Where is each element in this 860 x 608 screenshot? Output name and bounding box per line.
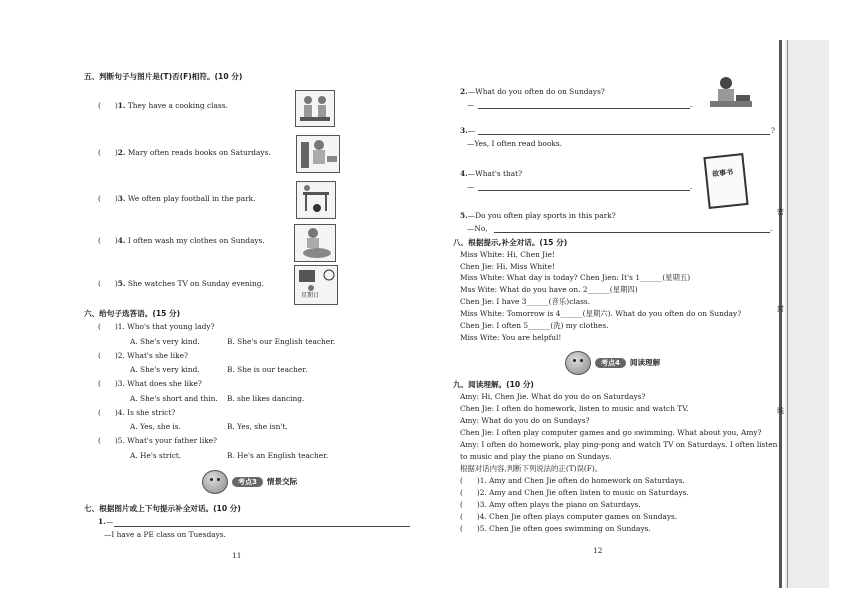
s8-line-1: Miss White: Hi, Chen Jie!: [460, 250, 555, 259]
s9-dialog-1: Amy: Hi, Chen Jie. What do you do on Saturdays?: [460, 392, 646, 401]
s7-q2-line2: —: [467, 100, 475, 109]
football-picture: [296, 181, 336, 219]
page-number-left: 11: [232, 551, 242, 560]
s6-a5[interactable]: A. He's strict.: [130, 451, 182, 460]
s6-b5[interactable]: B. He's an English teacher.: [227, 451, 329, 460]
item-number: 4.: [117, 236, 126, 245]
s7-q3-line1: 3.—: [460, 126, 476, 135]
s7-q2-line1: 2.—What do you often do on Sundays?: [460, 87, 605, 96]
section-8-title: 八、根据提示,补全对话。(15 分): [453, 238, 568, 247]
bracket-open[interactable]: (: [98, 279, 101, 288]
section-badge-3: [202, 470, 297, 494]
washing-clothes-picture: [294, 224, 336, 262]
answer-line[interactable]: [478, 108, 690, 109]
period: .: [690, 100, 693, 109]
smiley-icon: [565, 351, 591, 375]
s9-item-5[interactable]: ( )5. Chen Jie often goes swimming on Sundays.: [460, 524, 651, 533]
answer-line[interactable]: [478, 134, 770, 135]
item-text: She watches TV on Sunday evening.: [127, 279, 264, 288]
storybook-label: 故事书: [711, 168, 734, 179]
s6-a3[interactable]: A. She's short and thin.: [130, 394, 218, 403]
binding-margin: [785, 40, 829, 588]
section-9-title: 九、阅读理解。(10 分): [453, 380, 534, 389]
bracket-open[interactable]: (: [98, 148, 101, 157]
answer-line[interactable]: [494, 232, 770, 233]
bracket-open[interactable]: (: [98, 101, 101, 110]
s5-item-3: [98, 195, 255, 204]
page-number-right: 12: [593, 546, 603, 555]
period: .: [770, 224, 773, 233]
item-number: 5.: [117, 279, 126, 288]
bracket-close: ): [114, 236, 118, 245]
s7-q1-answer: —I have a PE class on Tuesdays.: [104, 530, 226, 539]
item-number: 1.: [117, 101, 126, 110]
item-text: We often play football in the park.: [127, 194, 256, 203]
s5-item-5: [98, 280, 264, 289]
s9-item-2[interactable]: ( )2. Amy and Chen Jie often listen to music on Saturdays.: [460, 488, 689, 497]
sunday-label: 星期日: [301, 292, 320, 299]
cooking-class-picture: [295, 90, 335, 127]
s8-line-5[interactable]: Chen Jie: I have 3______(音乐)class.: [460, 297, 591, 306]
s6-a1[interactable]: A. She's very kind.: [130, 337, 200, 346]
s8-line-2: Chen Jie: Hi, Miss White!: [460, 262, 555, 271]
s5-item-1: [98, 102, 228, 111]
s8-line-6[interactable]: Miss White: Tomorrow is 4______(星期六). What do you often do on Sunday?: [460, 309, 742, 318]
binding-bar: [779, 40, 782, 588]
s6-q3: ( )3. What does she like?: [98, 379, 202, 388]
s8-line-4[interactable]: Mss Wite: What do you have on. 2______(星期四): [460, 285, 638, 294]
s6-q1: ( )1. Who's that young lady?: [98, 322, 215, 331]
s7-q3-line2: —Yes, I often read books.: [467, 139, 563, 148]
binding-line: [787, 40, 788, 588]
smiley-icon: [202, 470, 228, 494]
margin-label-feng: 封: [777, 305, 784, 313]
item-text: They have a cooking class.: [127, 101, 228, 110]
bracket-close: ): [114, 194, 118, 203]
bracket-close: ): [114, 279, 118, 288]
s6-q4: ( )4. Is she strict?: [98, 408, 176, 417]
storybook-picture: [703, 153, 748, 209]
item-number: 3.: [117, 194, 126, 203]
s6-a4[interactable]: A. Yes, she is.: [130, 422, 181, 431]
s9-dialog-2: Chen Jie: I often do homework, listen to music and watch TV.: [460, 404, 689, 413]
section-badge-4: [565, 351, 660, 375]
section-7-title: 七、根据图片或上下句提示补全对话。(10 分): [84, 504, 241, 513]
s6-b2[interactable]: B. She is our teacher.: [227, 365, 308, 374]
s7-q5-line1: 5.—Do you often play sports in this park?: [460, 211, 616, 220]
badge-pill: 考点4: [595, 358, 626, 368]
watching-tv-picture: [294, 265, 338, 305]
s8-line-3[interactable]: Miss White: What day is today? Chen Jien: It's 1______(星期五): [460, 273, 691, 282]
s6-a2[interactable]: A. She's very kind.: [130, 365, 200, 374]
badge-pill: 考点3: [232, 477, 263, 487]
s9-item-4[interactable]: ( )4. Chen Jie often plays computer games on Sundays.: [460, 512, 678, 521]
section-6-title: 六、给句子选答语。(15 分): [84, 309, 181, 318]
section-5-title: 五、判断句子与图片是(T)否(F)相符。(10 分): [84, 72, 243, 81]
item-number: 2.: [117, 148, 126, 157]
bracket-open[interactable]: (: [98, 194, 101, 203]
s6-b1[interactable]: B. She's our English teacher.: [227, 337, 336, 346]
item-text: Mary often reads books on Saturdays.: [127, 148, 271, 157]
bracket-open[interactable]: (: [98, 236, 101, 245]
s7-q4-line2: —: [467, 182, 475, 191]
s6-b3[interactable]: B. she likes dancing.: [227, 394, 305, 403]
s6-b4[interactable]: B. Yes, she isn't.: [227, 422, 288, 431]
question-mark: ?: [771, 126, 775, 135]
item-text: I often wash my clothes on Sundays.: [127, 236, 265, 245]
period: .: [690, 182, 693, 191]
s6-q5: ( )5. What's your father like?: [98, 436, 218, 445]
s9-item-3[interactable]: ( )3. Amy often plays the piano on Saturdays.: [460, 500, 641, 509]
answer-line[interactable]: [114, 526, 410, 527]
s9-instruction: 根据对话内容,判断下列说法的正(T)误(F)。: [460, 464, 603, 473]
s6-q2: ( )2. What's she like?: [98, 351, 188, 360]
s7-q5-line2: —No,: [467, 224, 488, 233]
badge-text: 阅读理解: [629, 358, 661, 368]
s9-dialog-6: to music and play the piano on Sundays.: [460, 452, 612, 461]
s7-q4-line1: 4.—What's that?: [460, 169, 523, 178]
s8-line-7[interactable]: Chen Jie: I often 5______(洗) my clothes.: [460, 321, 609, 330]
s8-line-8: Miss Wite: You are helpful!: [460, 333, 562, 342]
s5-item-4: [98, 237, 265, 246]
s9-dialog-3: Amy: What do you do on Sundays?: [460, 416, 590, 425]
reading-books-picture: [296, 135, 340, 173]
reading-girl-picture: [706, 73, 756, 115]
s9-item-1[interactable]: ( )1. Amy and Chen Jie often do homework on Saturdays.: [460, 476, 685, 485]
margin-label-mi: 密: [777, 208, 784, 216]
answer-line[interactable]: [478, 190, 690, 191]
s9-dialog-5: Amy: I often do homework, play ping-pong and watch TV on Saturdays. I often listen: [460, 440, 778, 449]
bracket-close: ): [114, 148, 118, 157]
s5-item-2: [98, 149, 271, 158]
s9-dialog-4: Chen Jie: I often play computer games and go swimming. What about you, Amy?: [460, 428, 762, 437]
bracket-close: ): [114, 101, 118, 110]
s7-q1: 1.—: [98, 517, 114, 526]
badge-text: 情景交际: [266, 477, 298, 487]
margin-label-xian: 线: [777, 407, 784, 415]
